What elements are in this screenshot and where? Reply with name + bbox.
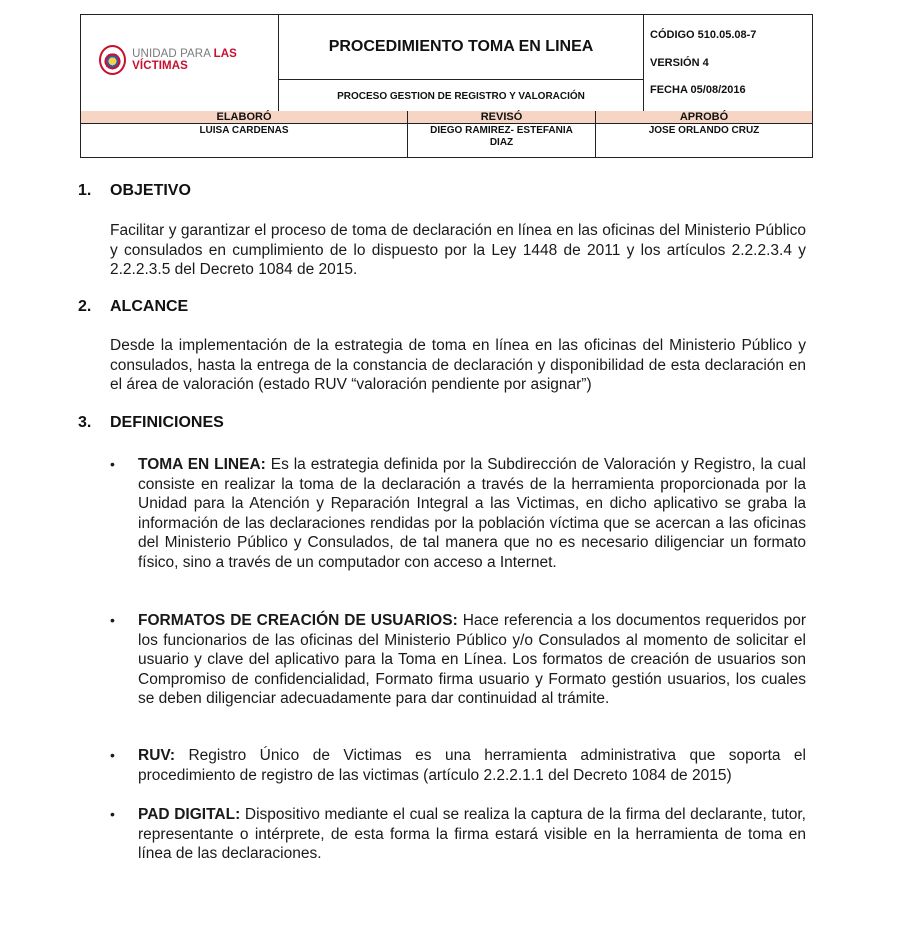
signature-header-elaboro: ELABORÓ bbox=[81, 111, 407, 124]
definition-text: Registro Único de Victimas es una herramienta administrativa que soporta el procedimiento de registro de las victimas (artículo 2.2.2.1.1 del Decreto 1084 de 2015) bbox=[138, 747, 806, 784]
section-heading-objetivo bbox=[78, 182, 191, 200]
logo-cell bbox=[81, 15, 279, 112]
definition-term: FORMATOS DE CREACIÓN DE USUARIOS: bbox=[138, 612, 458, 629]
definition-text: Es la estrategia definida por la Subdirección de Valoración y Registro, la cual consiste en realizar la toma de la declaración a través de la herramienta proporcionada por la Unidad para la Atención y Reparación Integral a las Victimas, en dicho aplicativo se graba la información de las declaraciones rendidas por la población víctima que se acercan a las oficinas del Ministerio Público y Consulados, de tal manera que no es necesario diligenciar un formato físico, sino a través de un computador con acceso a Internet. bbox=[138, 456, 806, 571]
signature-name-aprobo: JOSE ORLANDO CRUZ bbox=[648, 125, 760, 136]
document-code: CÓDIGO 510.05.08-7 bbox=[650, 29, 757, 41]
document-metadata bbox=[644, 15, 812, 112]
column-divider bbox=[595, 111, 596, 157]
signature-header-aprobo: APROBÓ bbox=[596, 111, 812, 124]
definition-term: TOMA EN LINEA: bbox=[138, 456, 266, 473]
column-divider bbox=[407, 111, 408, 157]
colombia-seal-icon bbox=[99, 45, 126, 75]
definition-term: RUV: bbox=[138, 747, 176, 764]
section-heading-definiciones bbox=[78, 414, 224, 432]
section-number: 3. bbox=[78, 414, 92, 431]
signature-table bbox=[80, 111, 813, 158]
alcance-paragraph: Desde la implementación de la estrategia de toma en línea en las oficinas del Ministerio Público y consulados, hasta la entrega de la constancia de declaración y disponibilidad de esta declaración en el área de valoración (estado RUV “valoración pendiente por asignar”) bbox=[110, 337, 806, 393]
logo-text: UNIDAD PARA LAS VÍCTIMAS bbox=[132, 48, 237, 72]
section-number: 1. bbox=[78, 182, 92, 199]
section-title: OBJETIVO bbox=[110, 182, 191, 199]
section-title: DEFINICIONES bbox=[110, 414, 224, 431]
document-version: VERSIÓN 4 bbox=[650, 57, 709, 69]
objetivo-paragraph: Facilitar y garantizar el proceso de toma de declaración en línea en las oficinas del Ministerio Público y consulados en cumplimiento de lo dispuesto por la Ley 1448 de 2011 y los artículos 2.2.2.3.4 y 2.2.2.3.5 del Decreto 1084 de 2015. bbox=[110, 222, 806, 278]
section-number: 2. bbox=[78, 298, 92, 315]
section-title: ALCANCE bbox=[110, 298, 189, 315]
bullet-icon: • bbox=[110, 612, 115, 628]
definition-term: PAD DIGITAL: bbox=[138, 806, 241, 823]
bullet-icon: • bbox=[110, 456, 115, 472]
bullet-icon: • bbox=[110, 806, 115, 822]
title-cell bbox=[279, 15, 644, 112]
signature-header-reviso: REVISÓ bbox=[408, 111, 595, 124]
document-date: FECHA 05/08/2016 bbox=[650, 84, 746, 96]
document-title: PROCEDIMIENTO TOMA EN LINEA bbox=[279, 15, 643, 80]
signature-name-elaboro: LUISA CARDENAS bbox=[199, 125, 289, 136]
process-name: PROCESO GESTION DE REGISTRO Y VALORACIÓN bbox=[337, 90, 585, 102]
definition-text: Dispositivo mediante el cual se realiza la captura de la firma del declarante, tutor, representante o intérprete, de esta forma la firma estará visible en la herramienta de toma en línea de las declaraciones. bbox=[138, 806, 806, 862]
header-table bbox=[80, 14, 813, 113]
unidad-victimas-logo bbox=[99, 45, 278, 75]
signature-name-reviso: DIEGO RAMIREZ- ESTEFANIA DIAZ bbox=[430, 125, 573, 148]
section-heading-alcance bbox=[78, 298, 188, 316]
bullet-icon: • bbox=[110, 747, 115, 763]
document-header bbox=[80, 14, 813, 160]
definition-text: Hace referencia a los documentos requeridos por los funcionarios de las oficinas del Ministerio Público y/o Consulados al momento de solicitar el usuario y clave del aplicativo para la Toma en Línea. Los formatos de creación de usuarios son Compromiso de confidencialidad, Formato firma usuario y Formato gestión usuarios, los cuales se deben diligenciar adecuadamente para dar continuidad al trámite. bbox=[138, 612, 806, 707]
